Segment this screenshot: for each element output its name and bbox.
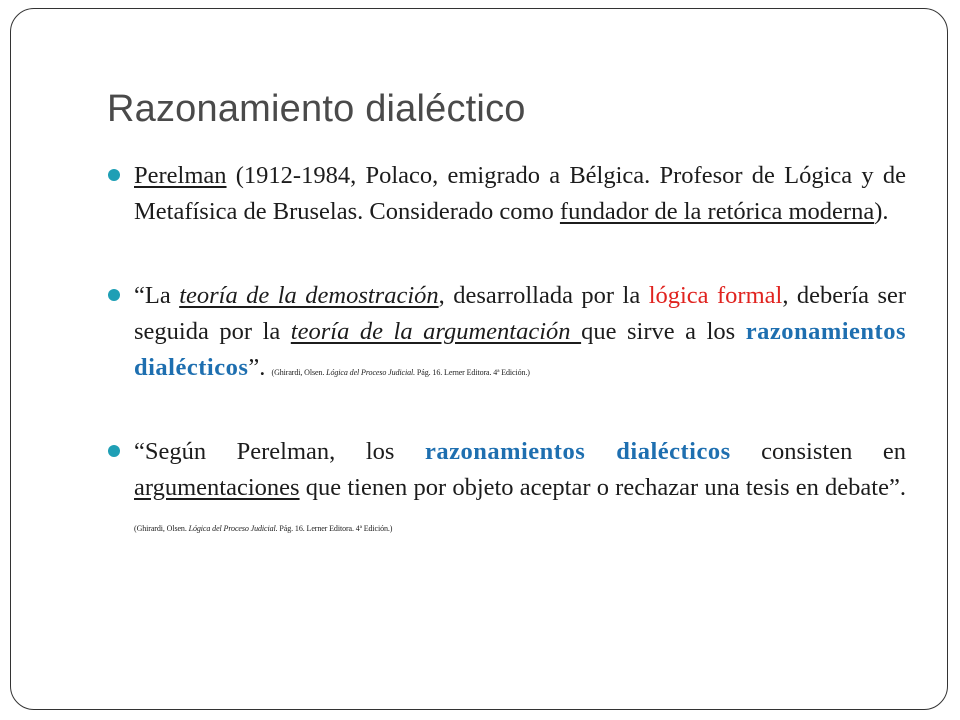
text-plain: “Según Perelman, los bbox=[134, 438, 425, 465]
text-red: lógica formal bbox=[648, 282, 783, 309]
text-underlined-italic: teoría de la demostración bbox=[179, 282, 439, 309]
text-underlined: fundador de la retórica moderna bbox=[559, 198, 875, 225]
bullet-dot-icon bbox=[108, 289, 120, 301]
bullet-perelman-bio bbox=[108, 158, 906, 230]
text-underlined-italic: teoría de la argumentación bbox=[290, 318, 582, 345]
slide-title: Razonamiento dialéctico bbox=[107, 88, 526, 130]
citation-details: Pág. 16. Lerner Editora. 4ª Edición.) bbox=[277, 524, 393, 533]
bullet-dot-icon bbox=[108, 445, 120, 457]
text-blue-bold: razonamientos dialécticos bbox=[424, 438, 731, 465]
bullet-razonamientos-quote bbox=[108, 434, 906, 542]
text-plain: , desarrollada por la bbox=[438, 282, 649, 309]
citation bbox=[134, 524, 392, 533]
text-plain: , debería ser seguida por la bbox=[134, 282, 907, 345]
text-blue-bold: razonamientos dialécticos bbox=[134, 318, 907, 381]
slide-content bbox=[108, 158, 906, 542]
bullet-demostracion-quote bbox=[108, 278, 906, 386]
text-plain: que tienen por objeto aceptar o rechazar una tesis en debate”. bbox=[299, 474, 906, 501]
text-plain: ”. bbox=[248, 354, 272, 381]
text-plain: que sirve a los bbox=[581, 318, 746, 345]
citation-book: Lógica del Proceso Judicial. bbox=[326, 368, 416, 377]
text-underlined: argumentaciones bbox=[134, 474, 300, 501]
citation-details: Pág. 16. Lerner Editora. 4ª Edición.) bbox=[415, 368, 530, 377]
citation-book: Lógica del Proceso Judicial. bbox=[188, 524, 278, 533]
citation-author: (Ghirardi, Olsen. bbox=[271, 368, 327, 377]
citation-author: (Ghirardi, Olsen. bbox=[134, 524, 189, 533]
text-underlined: Perelman bbox=[134, 162, 227, 189]
text-plain: (1912-1984, Polaco, emigrado a Bélgica. Profesor de Lógica y de Metafísica de Bruselas. Considerado como bbox=[134, 162, 906, 225]
text-plain: ). bbox=[874, 198, 889, 225]
citation bbox=[272, 368, 530, 377]
text-plain: “La bbox=[134, 282, 180, 309]
text-plain: consisten en bbox=[730, 438, 906, 465]
bullet-dot-icon bbox=[108, 169, 120, 181]
